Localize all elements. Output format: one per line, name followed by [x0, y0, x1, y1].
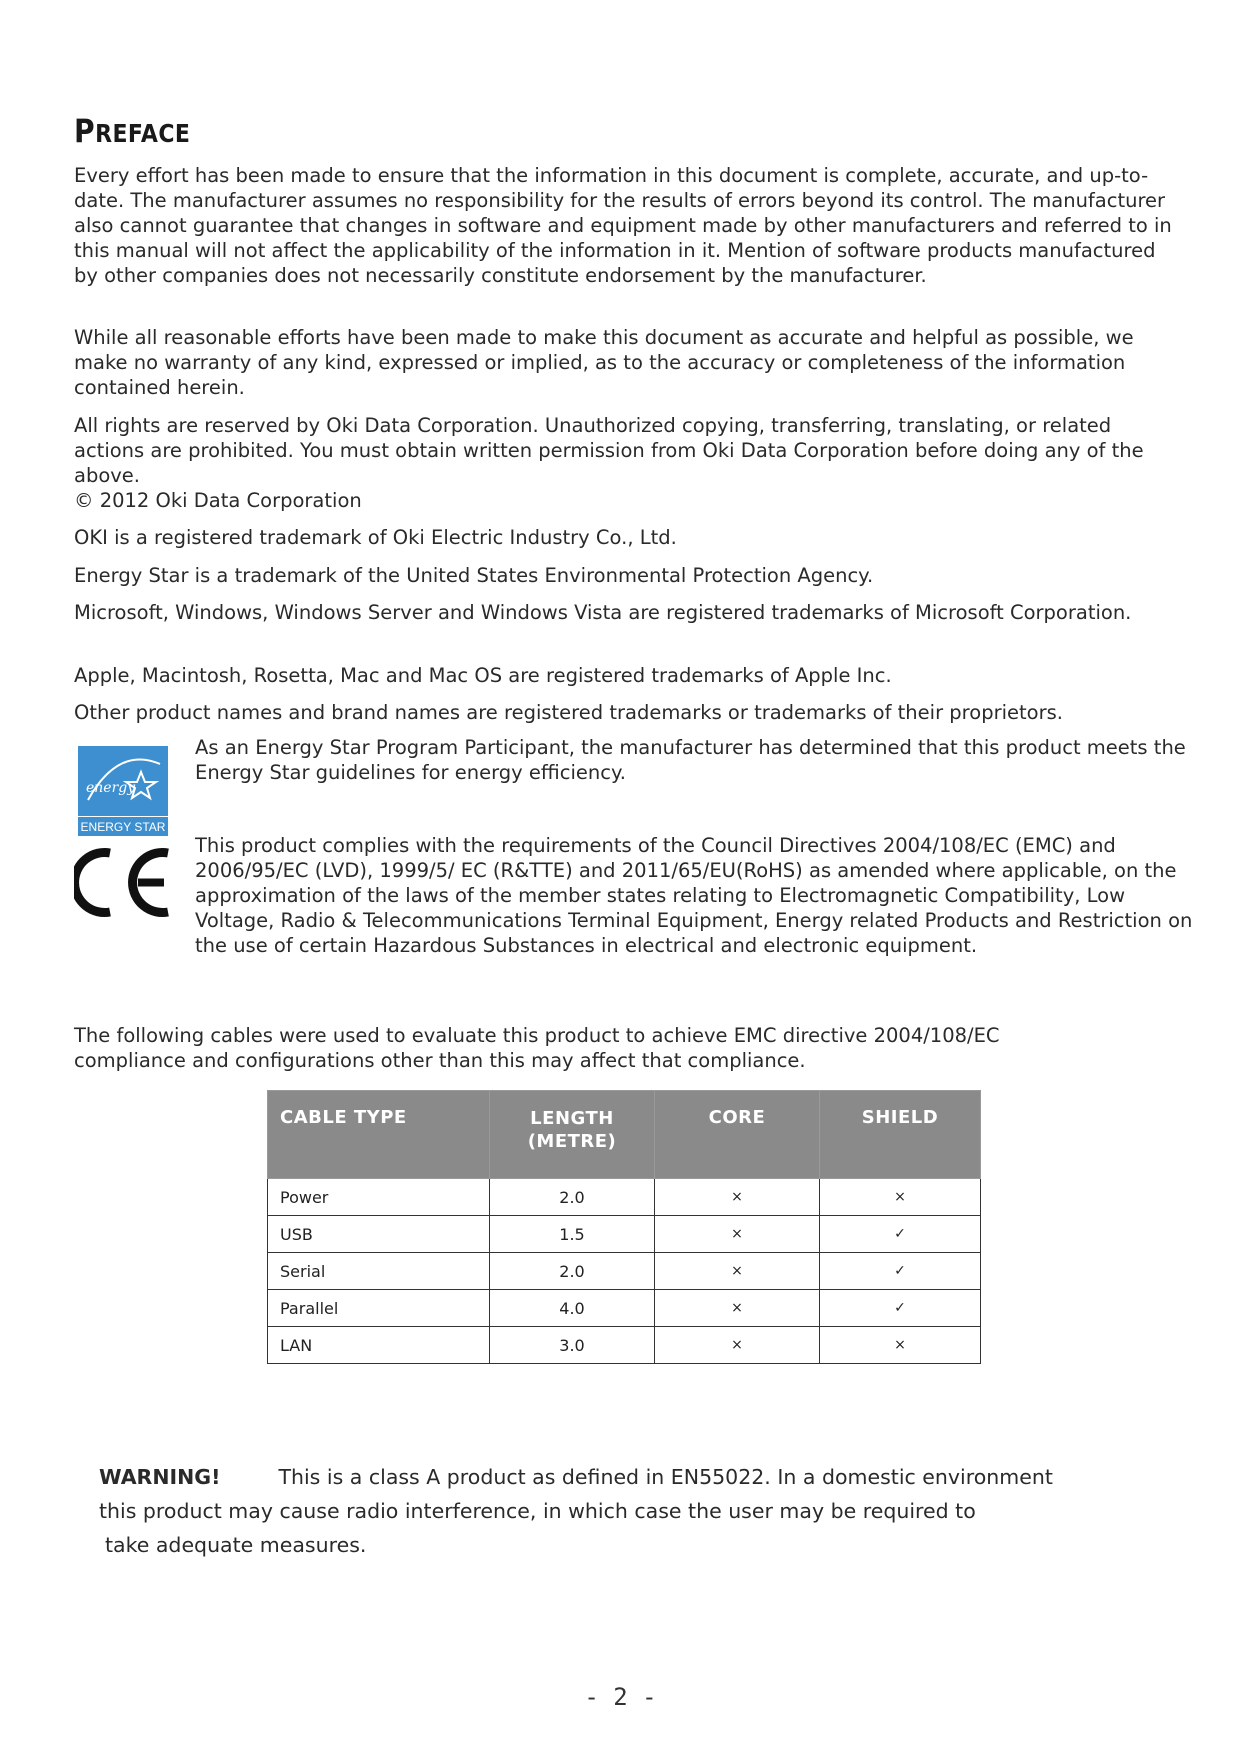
- header-shield: SHIELD: [820, 1091, 981, 1179]
- cell-shield: ✓: [820, 1290, 981, 1327]
- ce-mark-logo: [74, 845, 176, 920]
- cell-core: ×: [655, 1253, 820, 1290]
- page-number: - 2 -: [584, 1683, 657, 1711]
- warning-line-1: [99, 1460, 1159, 1494]
- cell-length: 4.0: [490, 1290, 655, 1327]
- cell-length: 2.0: [490, 1179, 655, 1216]
- table-row: [268, 1179, 981, 1216]
- table-row: [268, 1327, 981, 1364]
- warning-line-3: take adequate measures.: [105, 1533, 367, 1557]
- energy-logo-caption: ENERGY STAR: [80, 820, 166, 834]
- cell-length: 3.0: [490, 1327, 655, 1364]
- cell-length: 2.0: [490, 1253, 655, 1290]
- cable-table: [267, 1090, 981, 1364]
- title-rest: REFACE: [95, 119, 191, 148]
- cell-length: 1.5: [490, 1216, 655, 1253]
- page-title: [74, 112, 190, 150]
- table-row: [268, 1216, 981, 1253]
- table-header-row: [268, 1091, 981, 1179]
- cell-type: Power: [268, 1179, 490, 1216]
- cell-shield: ×: [820, 1179, 981, 1216]
- cell-type: LAN: [268, 1327, 490, 1364]
- energy-star-logo: [78, 746, 168, 836]
- warning-line-2: this product may cause radio interference, in which case the user may be required to: [99, 1499, 976, 1523]
- warning-label: WARNING!: [99, 1465, 221, 1489]
- cell-shield: ×: [820, 1327, 981, 1364]
- apple-trademark: Apple, Macintosh, Rosetta, Mac and Mac OS are registered trademarks of Apple Inc.: [74, 664, 892, 687]
- cell-type: Parallel: [268, 1290, 490, 1327]
- header-length-line2: (METRE): [527, 1131, 617, 1152]
- header-cable-type: CABLE TYPE: [268, 1091, 490, 1179]
- other-trademarks: Other product names and brand names are registered trademarks or trademarks of their proprietors.: [74, 701, 1063, 724]
- title-cap: P: [74, 112, 96, 150]
- cables-intro: The following cables were used to evaluate this product to achieve EMC directive 2004/108/EC compliance and configurations other than this may affect that compliance.: [74, 1024, 1000, 1072]
- energy-star-trademark: Energy Star is a trademark of the United States Environmental Protection Agency.: [74, 564, 874, 587]
- cell-type: Serial: [268, 1253, 490, 1290]
- energy-logo-script: energy: [86, 780, 136, 796]
- warranty-paragraph: While all reasonable efforts have been made to make this document as accurate and helpful as possible, we make no warranty of any kind, expressed or implied, as to the accuracy or completeness of the information contained herein.: [74, 326, 1134, 399]
- copyright-line: © 2012 Oki Data Corporation: [74, 489, 362, 512]
- cell-core: ×: [655, 1327, 820, 1364]
- header-length: [490, 1091, 655, 1179]
- table-row: [268, 1253, 981, 1290]
- header-core: CORE: [655, 1091, 820, 1179]
- table-row: [268, 1290, 981, 1327]
- disclaimer-paragraph: Every effort has been made to ensure that the information in this document is complete, accurate, and up-to-date. The manufacturer assumes no responsibility for the results of errors beyond its control. The manufacturer also cannot guarantee that changes in software and equipment made by other manufacturers and referred to in this manual will not affect the applicability of the information in it. Mention of software products manufactured by other companies does not necessarily constitute endorsement by the manufacturer.: [74, 164, 1172, 287]
- ce-compliance-statement: This product complies with the requirements of the Council Directives 2004/108/EC (EMC) and 2006/95/EC (LVD), 1999/5/ EC (R&TTE) and 2011/65/EU(RoHS) as amended where applicable, on the approximation of the laws of the member states relating to Electromagnetic Compatibility, Low Voltage, Radio & Telecommunications Terminal Equipment, Energy related Products and Restriction on the use of certain Hazardous Substances in electrical and electronic equipment.: [195, 834, 1193, 957]
- oki-trademark: OKI is a registered trademark of Oki Electric Industry Co., Ltd.: [74, 526, 677, 549]
- warning-block: [99, 1460, 1159, 1562]
- cell-shield: ✓: [820, 1216, 981, 1253]
- cell-core: ×: [655, 1216, 820, 1253]
- cell-type: USB: [268, 1216, 490, 1253]
- energy-star-statement: As an Energy Star Program Participant, the manufacturer has determined that this product meets the Energy Star guidelines for energy efficiency.: [195, 736, 1186, 784]
- cell-core: ×: [655, 1179, 820, 1216]
- warning-text-1: This is a class A product as defined in EN55022. In a domestic environment: [278, 1465, 1053, 1489]
- microsoft-trademark: Microsoft, Windows, Windows Server and Windows Vista are registered trademarks of Microsoft Corporation.: [74, 601, 1132, 624]
- header-length-line1: LENGTH: [530, 1108, 614, 1129]
- cell-core: ×: [655, 1290, 820, 1327]
- rights-paragraph: All rights are reserved by Oki Data Corporation. Unauthorized copying, transferring, translating, or related actions are prohibited. You must obtain written permission from Oki Data Corporation before doing any of the above.: [74, 414, 1144, 487]
- cell-shield: ✓: [820, 1253, 981, 1290]
